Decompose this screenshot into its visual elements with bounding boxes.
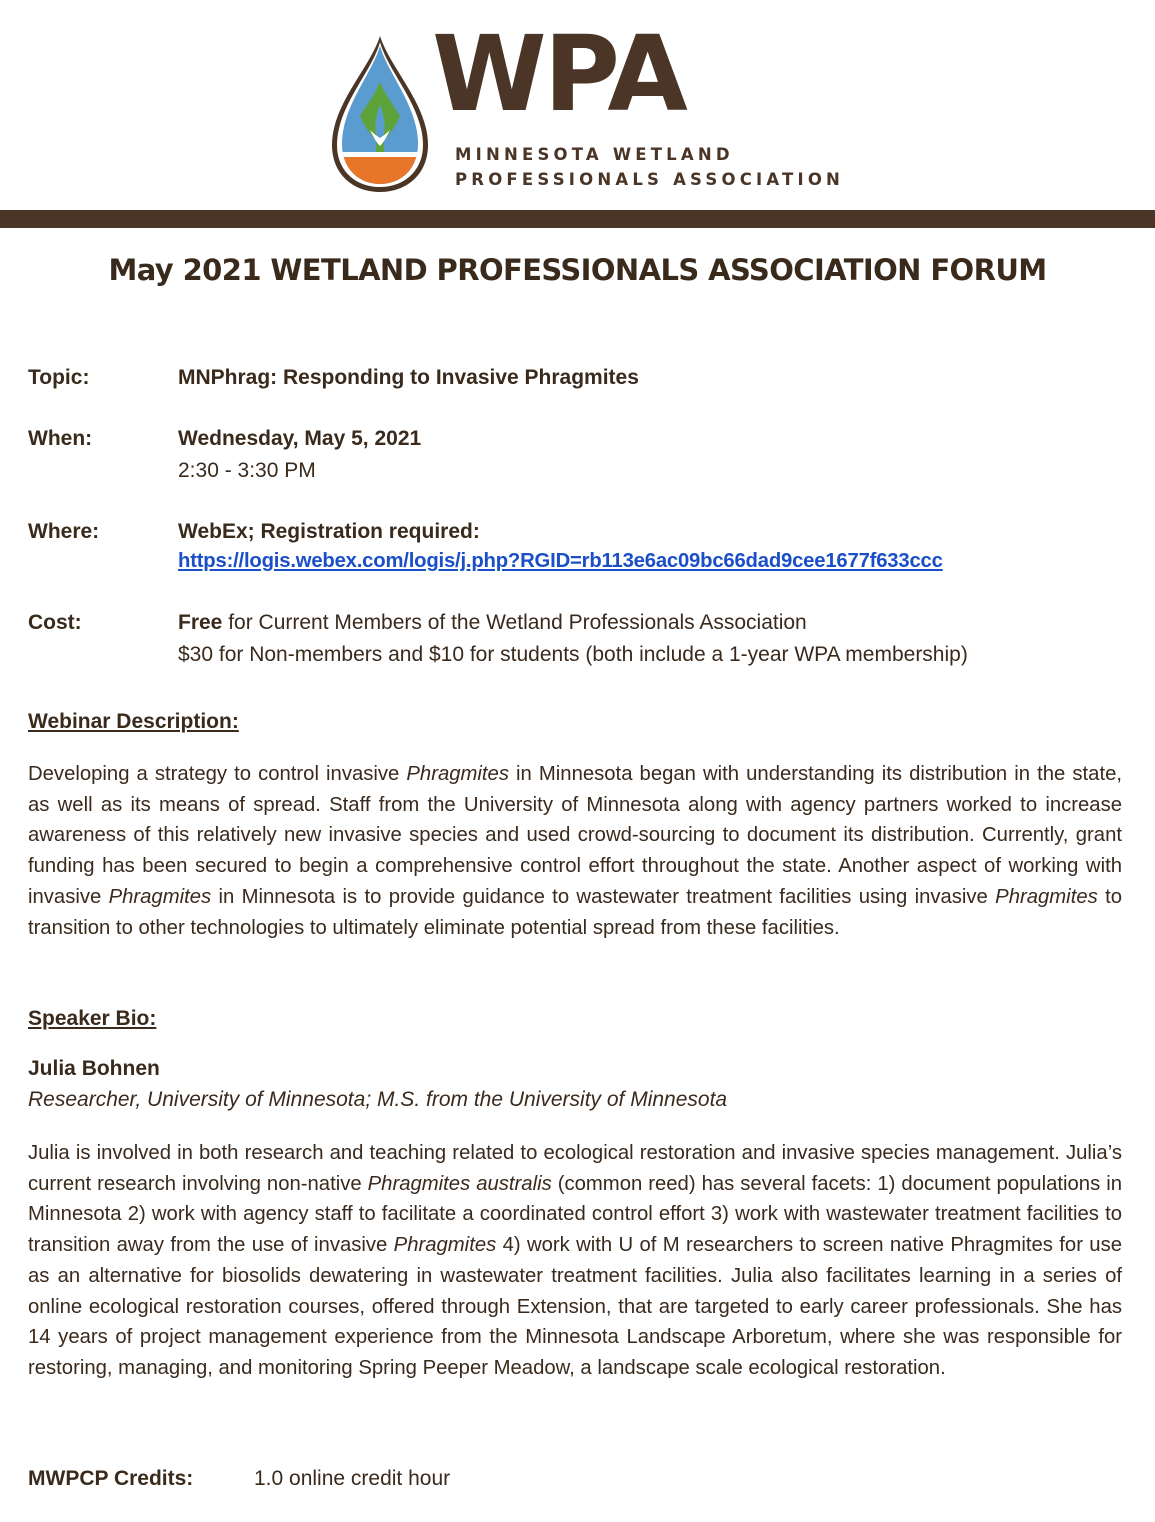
webinar-description xyxy=(28,759,1122,943)
registration-link[interactable]: https://logis.webex.com/logis/j.php?RGID=rb113e6ac09bc66dad9cee1677f633ccc xyxy=(178,550,943,572)
where-link-wrap xyxy=(178,550,943,573)
webinar-heading: Webinar Description: xyxy=(28,710,239,733)
when-label: When: xyxy=(28,427,93,450)
bio-italic-2: Phragmites xyxy=(393,1234,497,1257)
credits-label: MWPCP Credits: xyxy=(28,1467,194,1490)
cost-line1 xyxy=(178,611,807,635)
bio-text-2: (common reed) has several facets: 1) document populations in Minnesota 2) work with agency staff to facilitate a coordinated control effort 3) work with wastewater treatment facilities to transition away from the use of invasive xyxy=(28,1172,1122,1257)
bio-text-1: Julia is involved in both research and teaching related to ecological restoration and invasive species management. Julia’s current research involving non-native xyxy=(28,1142,1122,1195)
cost-free-bold: Free xyxy=(178,611,223,634)
water-drop-logo-icon xyxy=(330,34,430,194)
speaker-role: Researcher, University of Minnesota; M.S. from the University of Minnesota xyxy=(28,1088,728,1111)
webinar-italic-3: Phragmites xyxy=(995,885,1098,908)
cost-free-rest: for Current Members of the Wetland Professionals Association xyxy=(222,611,807,634)
speaker-name: Julia Bohnen xyxy=(28,1057,160,1080)
bio-text-3: 4) work with U of M researchers to screen native Phragmites for use as an alternative for biosolids dewatering in wastewater treatment facilities. Julia also facilitates learning in a series of online ecological restoration courses, offered through Extension, that are targeted to early career professionals. She has 14 years of project management experience from the Minnesota Landscape Arboretum, where she was responsible for restoring, managing, and monitoring Spring Peeper Meadow, a landscape scale ecological restoration. xyxy=(28,1234,1122,1379)
webinar-italic-1: Phragmites xyxy=(406,763,509,785)
webinar-text-1: Developing a strategy to control invasive xyxy=(28,763,407,785)
topic-value: MNPhrag: Responding to Invasive Phragmites xyxy=(178,366,639,389)
logo-subtitle-line1: MINNESOTA WETLAND xyxy=(455,145,734,164)
cost-line2: $30 for Non-members and $10 for students (both include a 1-year WPA membership) xyxy=(178,643,968,666)
header-divider xyxy=(0,210,1155,228)
page-title: May 2021 WETLAND PROFESSIONALS ASSOCIATION FORUM xyxy=(108,253,1047,287)
where-text: WebEx; Registration required: xyxy=(178,520,480,543)
speaker-heading: Speaker Bio: xyxy=(28,1007,157,1030)
logo-subtitle-line2: PROFESSIONALS ASSOCIATION xyxy=(455,170,845,189)
speaker-bio xyxy=(28,1138,1122,1384)
where-label: Where: xyxy=(28,520,100,543)
webinar-text-2: in Minnesota began with understanding its distribution in the state, as well as its means of spread. Staff from the University of Minnesota along with agency partners worked to increase awareness of this relatively new invasive species and used crowd-sourcing to document its distribution. Currently, grant funding has been secured to begin a comprehensive control effort throughout the state. Another aspect of working with invasive xyxy=(28,763,1122,908)
header xyxy=(0,0,1155,230)
bio-italic-1: Phragmites australis xyxy=(367,1172,552,1195)
when-time: 2:30 - 3:30 PM xyxy=(178,459,316,482)
webinar-italic-2: Phragmites xyxy=(108,885,212,908)
credits-value: 1.0 online credit hour xyxy=(254,1467,451,1490)
wpa-wordmark: WPA xyxy=(432,13,685,135)
cost-label: Cost: xyxy=(28,611,82,634)
when-date: Wednesday, May 5, 2021 xyxy=(178,427,422,450)
webinar-text-4: to transition to other technologies to ultimately eliminate potential spread from these facilities. xyxy=(28,885,1122,939)
webinar-text-3: in Minnesota is to provide guidance to wastewater treatment facilities using invasive xyxy=(211,885,996,908)
topic-label: Topic: xyxy=(28,366,90,389)
